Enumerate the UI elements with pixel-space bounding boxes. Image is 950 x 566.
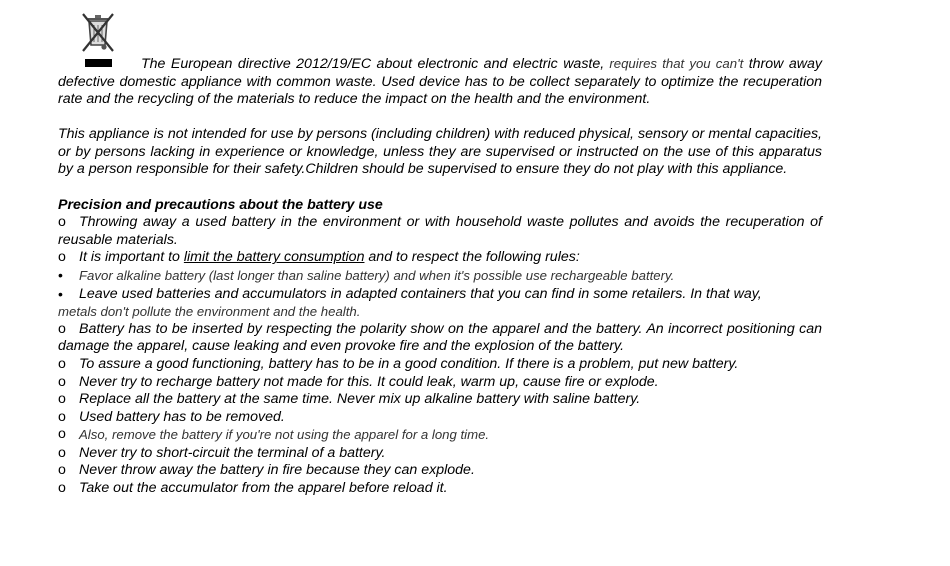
- list-item: o Also, remove the battery if you're not using the apparel for a long time.: [58, 426, 490, 443]
- list-item: o Replace all the battery at the same time. Never mix up alkaline battery with saline battery.: [58, 391, 641, 408]
- circle-bullet: o: [58, 391, 66, 408]
- list-item: o To assure a good functioning, battery has to be in a good condition. If there is a problem, put new battery.: [58, 355, 739, 372]
- circle-bullet: o: [58, 408, 66, 425]
- list-item: o It is important to limit the battery consumption and to respect the following rules:: [58, 249, 580, 266]
- sub-bullet-continuation: metals don't pollute the environment and the health.: [58, 304, 361, 320]
- circle-bullet: o: [58, 462, 66, 479]
- list-item: o Never throw away the battery in fire because they can explode.: [58, 462, 475, 479]
- document-page: [58, 10, 822, 498]
- sub-bullet-item: • Leave used batteries and accumulators in adapted containers that you can find in some retailers. In that way,: [58, 285, 762, 302]
- circle-bullet: o: [58, 249, 66, 266]
- list-item: o Throwing away a used battery in the environment or with household waste pollutes and avoids the recuperation of reusable materials.: [58, 214, 822, 248]
- dot-bullet: •: [58, 266, 63, 283]
- intro-text-a: The European directive 2012/19/EC about electronic and electric waste,: [141, 56, 605, 72]
- circle-bullet: o: [58, 444, 66, 461]
- list-item: o Take out the accumulator from the apparel before reload it.: [58, 480, 448, 497]
- circle-bullet: o: [58, 355, 66, 372]
- circle-bullet: o: [58, 373, 66, 390]
- circle-bullet: o: [58, 426, 66, 443]
- underlined-phrase: limit the battery consumption: [183, 249, 365, 266]
- weee-directive-paragraph: [58, 10, 822, 109]
- circle-bullet: o: [58, 320, 66, 337]
- crossed-out-wheelie-bin-icon: [74, 10, 120, 70]
- sub-bullet-item: • Favor alkaline battery (last longer than saline battery) and when it's possible use rechargeable battery.: [58, 266, 675, 283]
- safety-paragraph: This appliance is not intended for use by persons (including children) with reduced physical, sensory or mental capacities, or by persons lacking in experience or knowledge, unless they are supervised or instructed on the use of this apparatus by a person responsible for their safety.Children should be supervised to ensure they do not play with this appliance.: [58, 126, 822, 178]
- battery-section-heading: Precision and precautions about the battery use: [58, 196, 383, 213]
- list-item: o Never try to short-circuit the terminal of a battery.: [58, 444, 386, 461]
- dot-bullet: •: [58, 285, 63, 302]
- intro-text-b: requires that you can't: [604, 56, 744, 71]
- circle-bullet: o: [58, 480, 66, 497]
- list-item: o Used battery has to be removed.: [58, 408, 285, 425]
- list-item: o Never try to recharge battery not made for this. It could leak, warm up, cause fire or explode.: [58, 373, 659, 390]
- list-item: o Battery has to be inserted by respecting the polarity show on the apparel and the battery. An incorrect positioning can damage the apparel, cause leaking and even provoke fire and the explosion of the battery.: [58, 320, 822, 355]
- intro-text-c: throw away defective domestic appliance with common waste. Used device has to be collect separately to optimize the recuperation rate and the recycling of the materials to reduce the impact on the health and the environment.: [58, 56, 822, 108]
- circle-bullet: o: [58, 214, 66, 231]
